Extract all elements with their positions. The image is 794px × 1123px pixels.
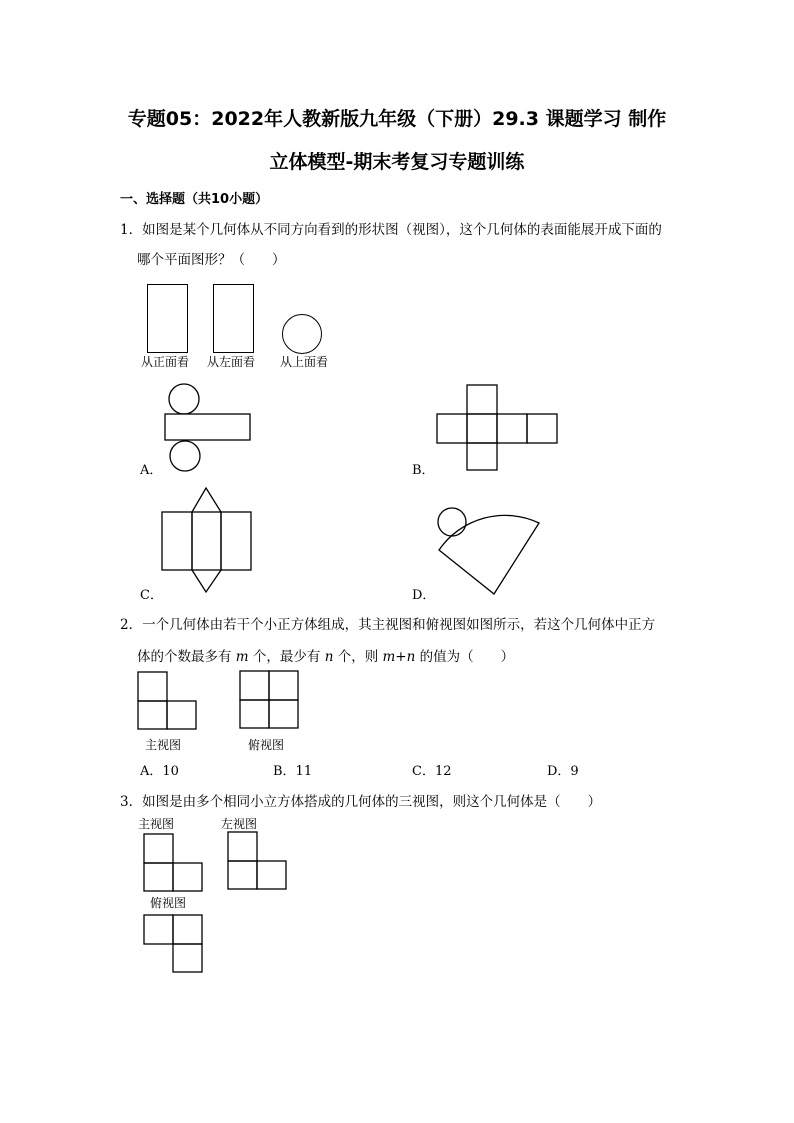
q1-number: 1． <box>120 222 143 238</box>
q2-var-m: m <box>235 649 249 665</box>
q2-option-c: C．12 <box>412 764 452 779</box>
q3-number: 3． <box>120 794 143 810</box>
q2-line2 <box>137 645 514 665</box>
q1-option-d-figure <box>435 504 545 599</box>
q1-option-b-figure <box>435 383 560 473</box>
q3-left-view-figure <box>226 830 290 892</box>
q2-text-part-d: 的值为（ ） <box>415 649 515 665</box>
q2-option-d: D．9 <box>547 764 579 779</box>
q2-var-mn: m+n <box>382 649 416 665</box>
q1-top-view-circle <box>282 314 322 354</box>
q2-number: 2． <box>120 617 143 633</box>
q3-front-view-figure <box>142 832 206 894</box>
q3-top-view-figure <box>142 913 206 975</box>
q1-option-c-figure <box>160 486 255 596</box>
q2-text-part-b: 个，最少有 <box>248 649 325 665</box>
q2-text-part-c: 个，则 <box>333 649 383 665</box>
q1-option-d-label: D． <box>412 588 436 603</box>
q2-line1 <box>120 613 655 633</box>
q2-front-view-figure <box>136 670 200 732</box>
q2-var-n: n <box>324 649 334 665</box>
q1-front-view-rect <box>147 284 188 353</box>
q1-left-view-rect <box>213 284 254 353</box>
q1-text-line2: 哪个平面图形？（ ） <box>137 252 286 268</box>
q1-text-line1: 如图是某个几何体从不同方向看到的形状图（视图），这个几何体的表面能展开成下面的 <box>142 222 662 238</box>
q1-label-front: 从正面看 <box>141 355 190 369</box>
q2-option-a: A．10 <box>140 764 179 779</box>
q1-option-a-label: A． <box>140 463 163 478</box>
q2-top-view-figure <box>238 669 302 731</box>
q2-text-line1: 一个几何体由若干个小正方体组成，其主视图和俯视图如图所示，若这个几何体中正方 <box>142 617 656 633</box>
q3-text: 如图是由多个相同小立方体搭成的几何体的三视图，则这个几何体是（ ） <box>142 794 602 810</box>
q1-line1 <box>120 218 662 238</box>
q1-option-a-figure <box>160 380 260 472</box>
q1-option-b-label: B． <box>412 463 435 478</box>
page-title-line2: 立体模型-期末考复习专题训练 <box>269 151 525 173</box>
q2-option-b: B．11 <box>273 764 313 779</box>
q1-option-c-label: C． <box>140 588 163 603</box>
section-heading: 一、选择题（共10小题） <box>120 192 269 207</box>
q1-label-top: 从上面看 <box>280 355 329 369</box>
q3-label-left: 左视图 <box>221 817 258 831</box>
q2-label-top: 俯视图 <box>248 738 285 752</box>
q3-label-top: 俯视图 <box>150 896 187 910</box>
q2-text-part-a: 体的个数最多有 <box>137 649 236 665</box>
q3-line1 <box>120 790 601 810</box>
q3-label-front: 主视图 <box>138 817 175 831</box>
page-title-line1: 专题05：2022年人教新版九年级（下册）29.3 课题学习 制作 <box>127 108 667 130</box>
q1-label-left: 从左面看 <box>207 355 256 369</box>
q2-label-front: 主视图 <box>145 738 182 752</box>
